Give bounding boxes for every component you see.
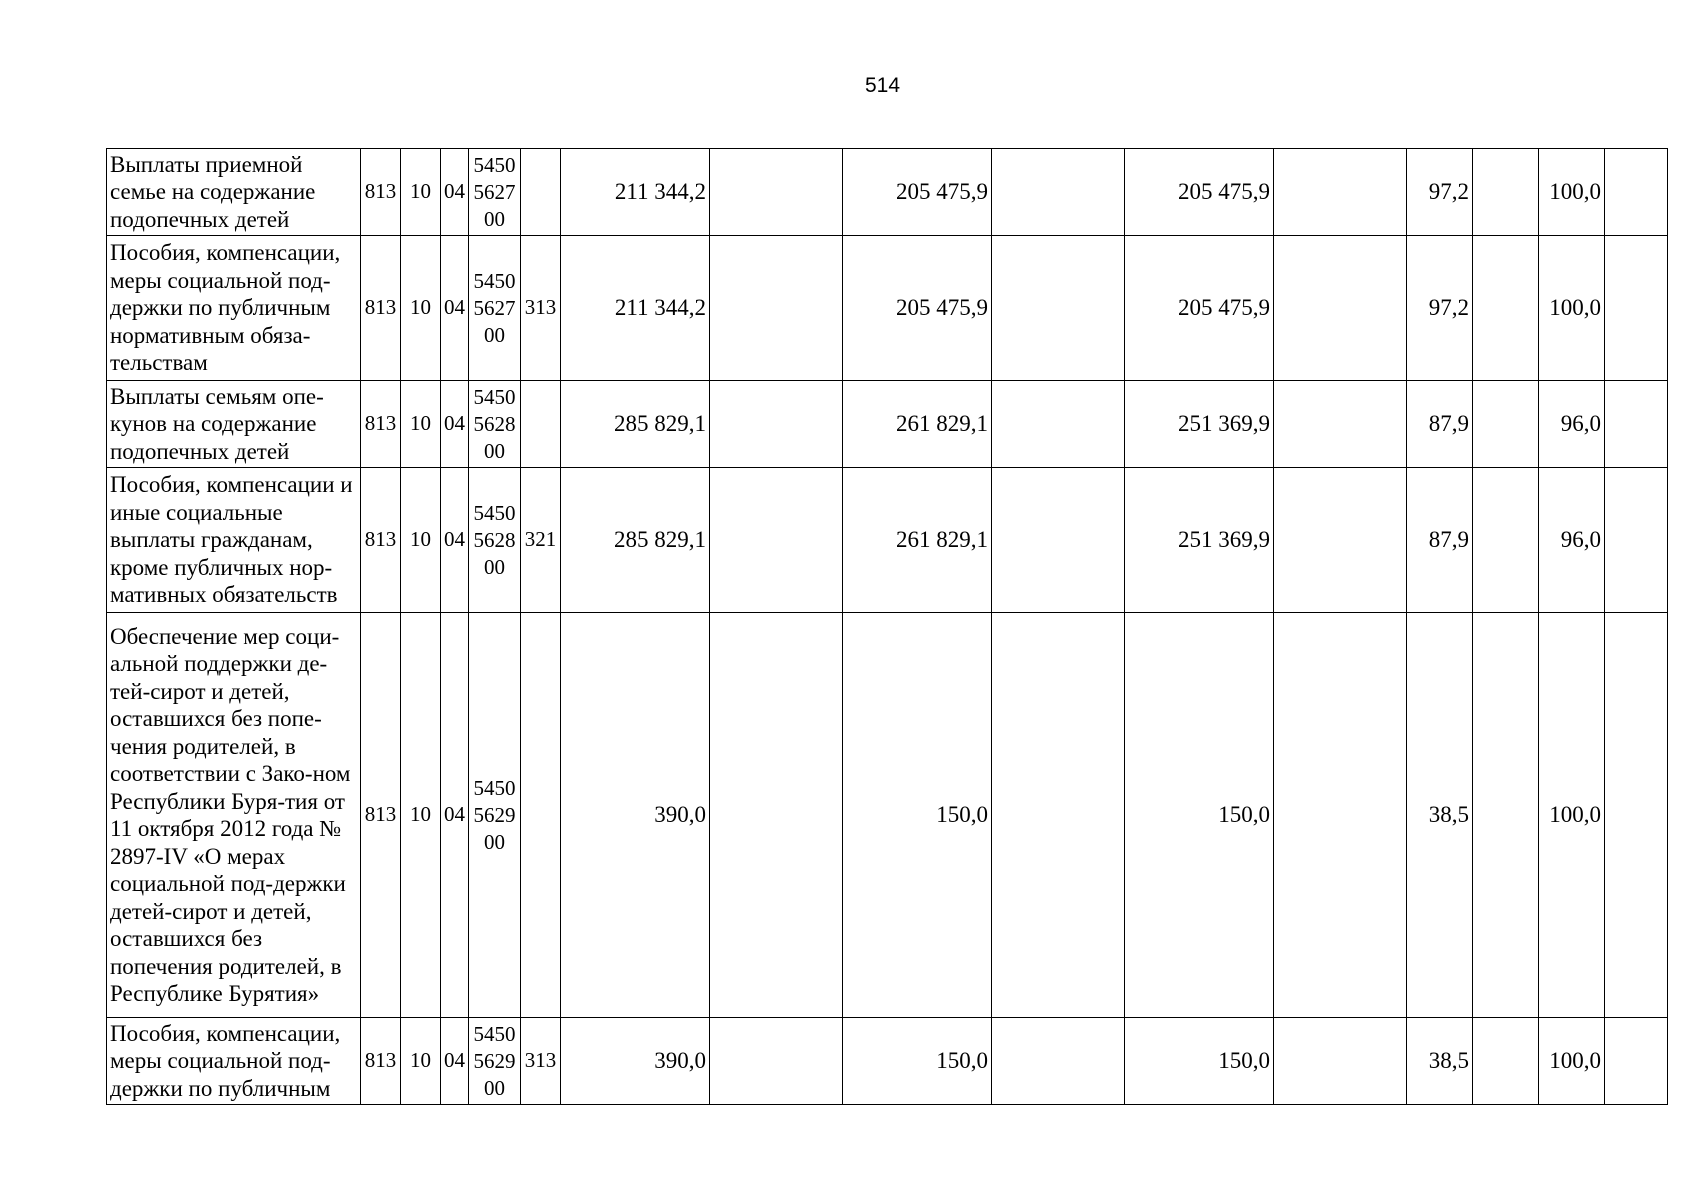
subsection-code: 04 [441, 236, 469, 381]
table-row [107, 468, 1668, 613]
expense-type-code [521, 613, 561, 1018]
amount-3: 251 369,9 [1125, 468, 1274, 613]
target-article-code: 5450 5628 00 [469, 381, 521, 468]
percent-2: 96,0 [1539, 468, 1605, 613]
amount-1: 211 344,2 [561, 236, 710, 381]
budget-table [106, 148, 1668, 1105]
percent-1: 38,5 [1407, 613, 1473, 1018]
empty-cell [1274, 468, 1407, 613]
percent-1: 38,5 [1407, 1018, 1473, 1105]
section-code: 10 [401, 236, 441, 381]
empty-cell [1473, 236, 1539, 381]
amount-2: 150,0 [843, 613, 992, 1018]
amount-1: 390,0 [561, 613, 710, 1018]
empty-cell [992, 613, 1125, 1018]
row-name: Пособия, компенсации, меры социальной под-держки по публичным [107, 1018, 361, 1105]
empty-cell [1473, 381, 1539, 468]
page-number: 514 [864, 74, 901, 97]
row-name: Выплаты семьям опе-кунов на содержание подопечных детей [107, 381, 361, 468]
section-code: 10 [401, 613, 441, 1018]
expense-type-code: 321 [521, 468, 561, 613]
amount-1: 285 829,1 [561, 468, 710, 613]
amount-3: 150,0 [1125, 613, 1274, 1018]
amount-1: 390,0 [561, 1018, 710, 1105]
subsection-code: 04 [441, 149, 469, 236]
expense-type-code [521, 381, 561, 468]
empty-cell [710, 1018, 843, 1105]
empty-cell [1473, 613, 1539, 1018]
expense-type-code: 313 [521, 236, 561, 381]
ved-code: 813 [361, 236, 401, 381]
table-row [107, 613, 1668, 1018]
expense-type-code: 313 [521, 1018, 561, 1105]
empty-cell [1274, 236, 1407, 381]
amount-2: 261 829,1 [843, 468, 992, 613]
percent-2: 96,0 [1539, 381, 1605, 468]
table-row [107, 1018, 1668, 1105]
percent-1: 87,9 [1407, 381, 1473, 468]
empty-cell [992, 149, 1125, 236]
target-article-code: 5450 5627 00 [469, 236, 521, 381]
subsection-code: 04 [441, 381, 469, 468]
ved-code: 813 [361, 1018, 401, 1105]
empty-cell [1473, 468, 1539, 613]
section-code: 10 [401, 468, 441, 613]
subsection-code: 04 [441, 613, 469, 1018]
section-code: 10 [401, 381, 441, 468]
table-row [107, 381, 1668, 468]
empty-cell [1473, 1018, 1539, 1105]
empty-cell [1274, 149, 1407, 236]
row-name: Обеспечение мер соци-альной поддержки де-тей-сирот и детей, оставшихся без попе-чения родителей, в соответствии с Зако-ном Республики Буря-тия от 11 октября 2012 года № 2897-IV «О мерах социальной под-держки детей-сирот и детей, оставшихся без попечения родителей, в Республике Бурятия» [107, 613, 361, 1018]
empty-cell [1274, 381, 1407, 468]
empty-cell [992, 1018, 1125, 1105]
target-article-code: 5450 5628 00 [469, 468, 521, 613]
empty-cell [1605, 381, 1668, 468]
target-article-code: 5450 5627 00 [469, 149, 521, 236]
target-article-code: 5450 5629 00 [469, 1018, 521, 1105]
table-row [107, 149, 1668, 236]
empty-cell [1274, 1018, 1407, 1105]
amount-1: 285 829,1 [561, 381, 710, 468]
amount-3: 150,0 [1125, 1018, 1274, 1105]
percent-1: 97,2 [1407, 149, 1473, 236]
subsection-code: 04 [441, 1018, 469, 1105]
empty-cell [1605, 468, 1668, 613]
percent-2: 100,0 [1539, 236, 1605, 381]
amount-2: 150,0 [843, 1018, 992, 1105]
table-row [107, 236, 1668, 381]
empty-cell [710, 381, 843, 468]
amount-3: 205 475,9 [1125, 236, 1274, 381]
amount-2: 205 475,9 [843, 149, 992, 236]
empty-cell [1605, 149, 1668, 236]
row-name: Выплаты приемной семье на содержание подопечных детей [107, 149, 361, 236]
ved-code: 813 [361, 381, 401, 468]
ved-code: 813 [361, 149, 401, 236]
amount-1: 211 344,2 [561, 149, 710, 236]
amount-2: 261 829,1 [843, 381, 992, 468]
amount-2: 205 475,9 [843, 236, 992, 381]
subsection-code: 04 [441, 468, 469, 613]
empty-cell [1473, 149, 1539, 236]
expense-type-code [521, 149, 561, 236]
percent-2: 100,0 [1539, 613, 1605, 1018]
empty-cell [1274, 613, 1407, 1018]
ved-code: 813 [361, 468, 401, 613]
empty-cell [1605, 236, 1668, 381]
empty-cell [992, 468, 1125, 613]
percent-2: 100,0 [1539, 149, 1605, 236]
ved-code: 813 [361, 613, 401, 1018]
row-name: Пособия, компенсации и иные социальные выплаты гражданам, кроме публичных нор-мативных обязательств [107, 468, 361, 613]
section-code: 10 [401, 149, 441, 236]
empty-cell [710, 149, 843, 236]
empty-cell [992, 236, 1125, 381]
empty-cell [1605, 1018, 1668, 1105]
target-article-code: 5450 5629 00 [469, 613, 521, 1018]
percent-1: 87,9 [1407, 468, 1473, 613]
empty-cell [992, 381, 1125, 468]
row-name: Пособия, компенсации, меры социальной под-держки по публичным нормативным обяза-тельствам [107, 236, 361, 381]
amount-3: 251 369,9 [1125, 381, 1274, 468]
section-code: 10 [401, 1018, 441, 1105]
amount-3: 205 475,9 [1125, 149, 1274, 236]
empty-cell [1605, 613, 1668, 1018]
empty-cell [710, 468, 843, 613]
percent-2: 100,0 [1539, 1018, 1605, 1105]
percent-1: 97,2 [1407, 236, 1473, 381]
empty-cell [710, 613, 843, 1018]
empty-cell [710, 236, 843, 381]
